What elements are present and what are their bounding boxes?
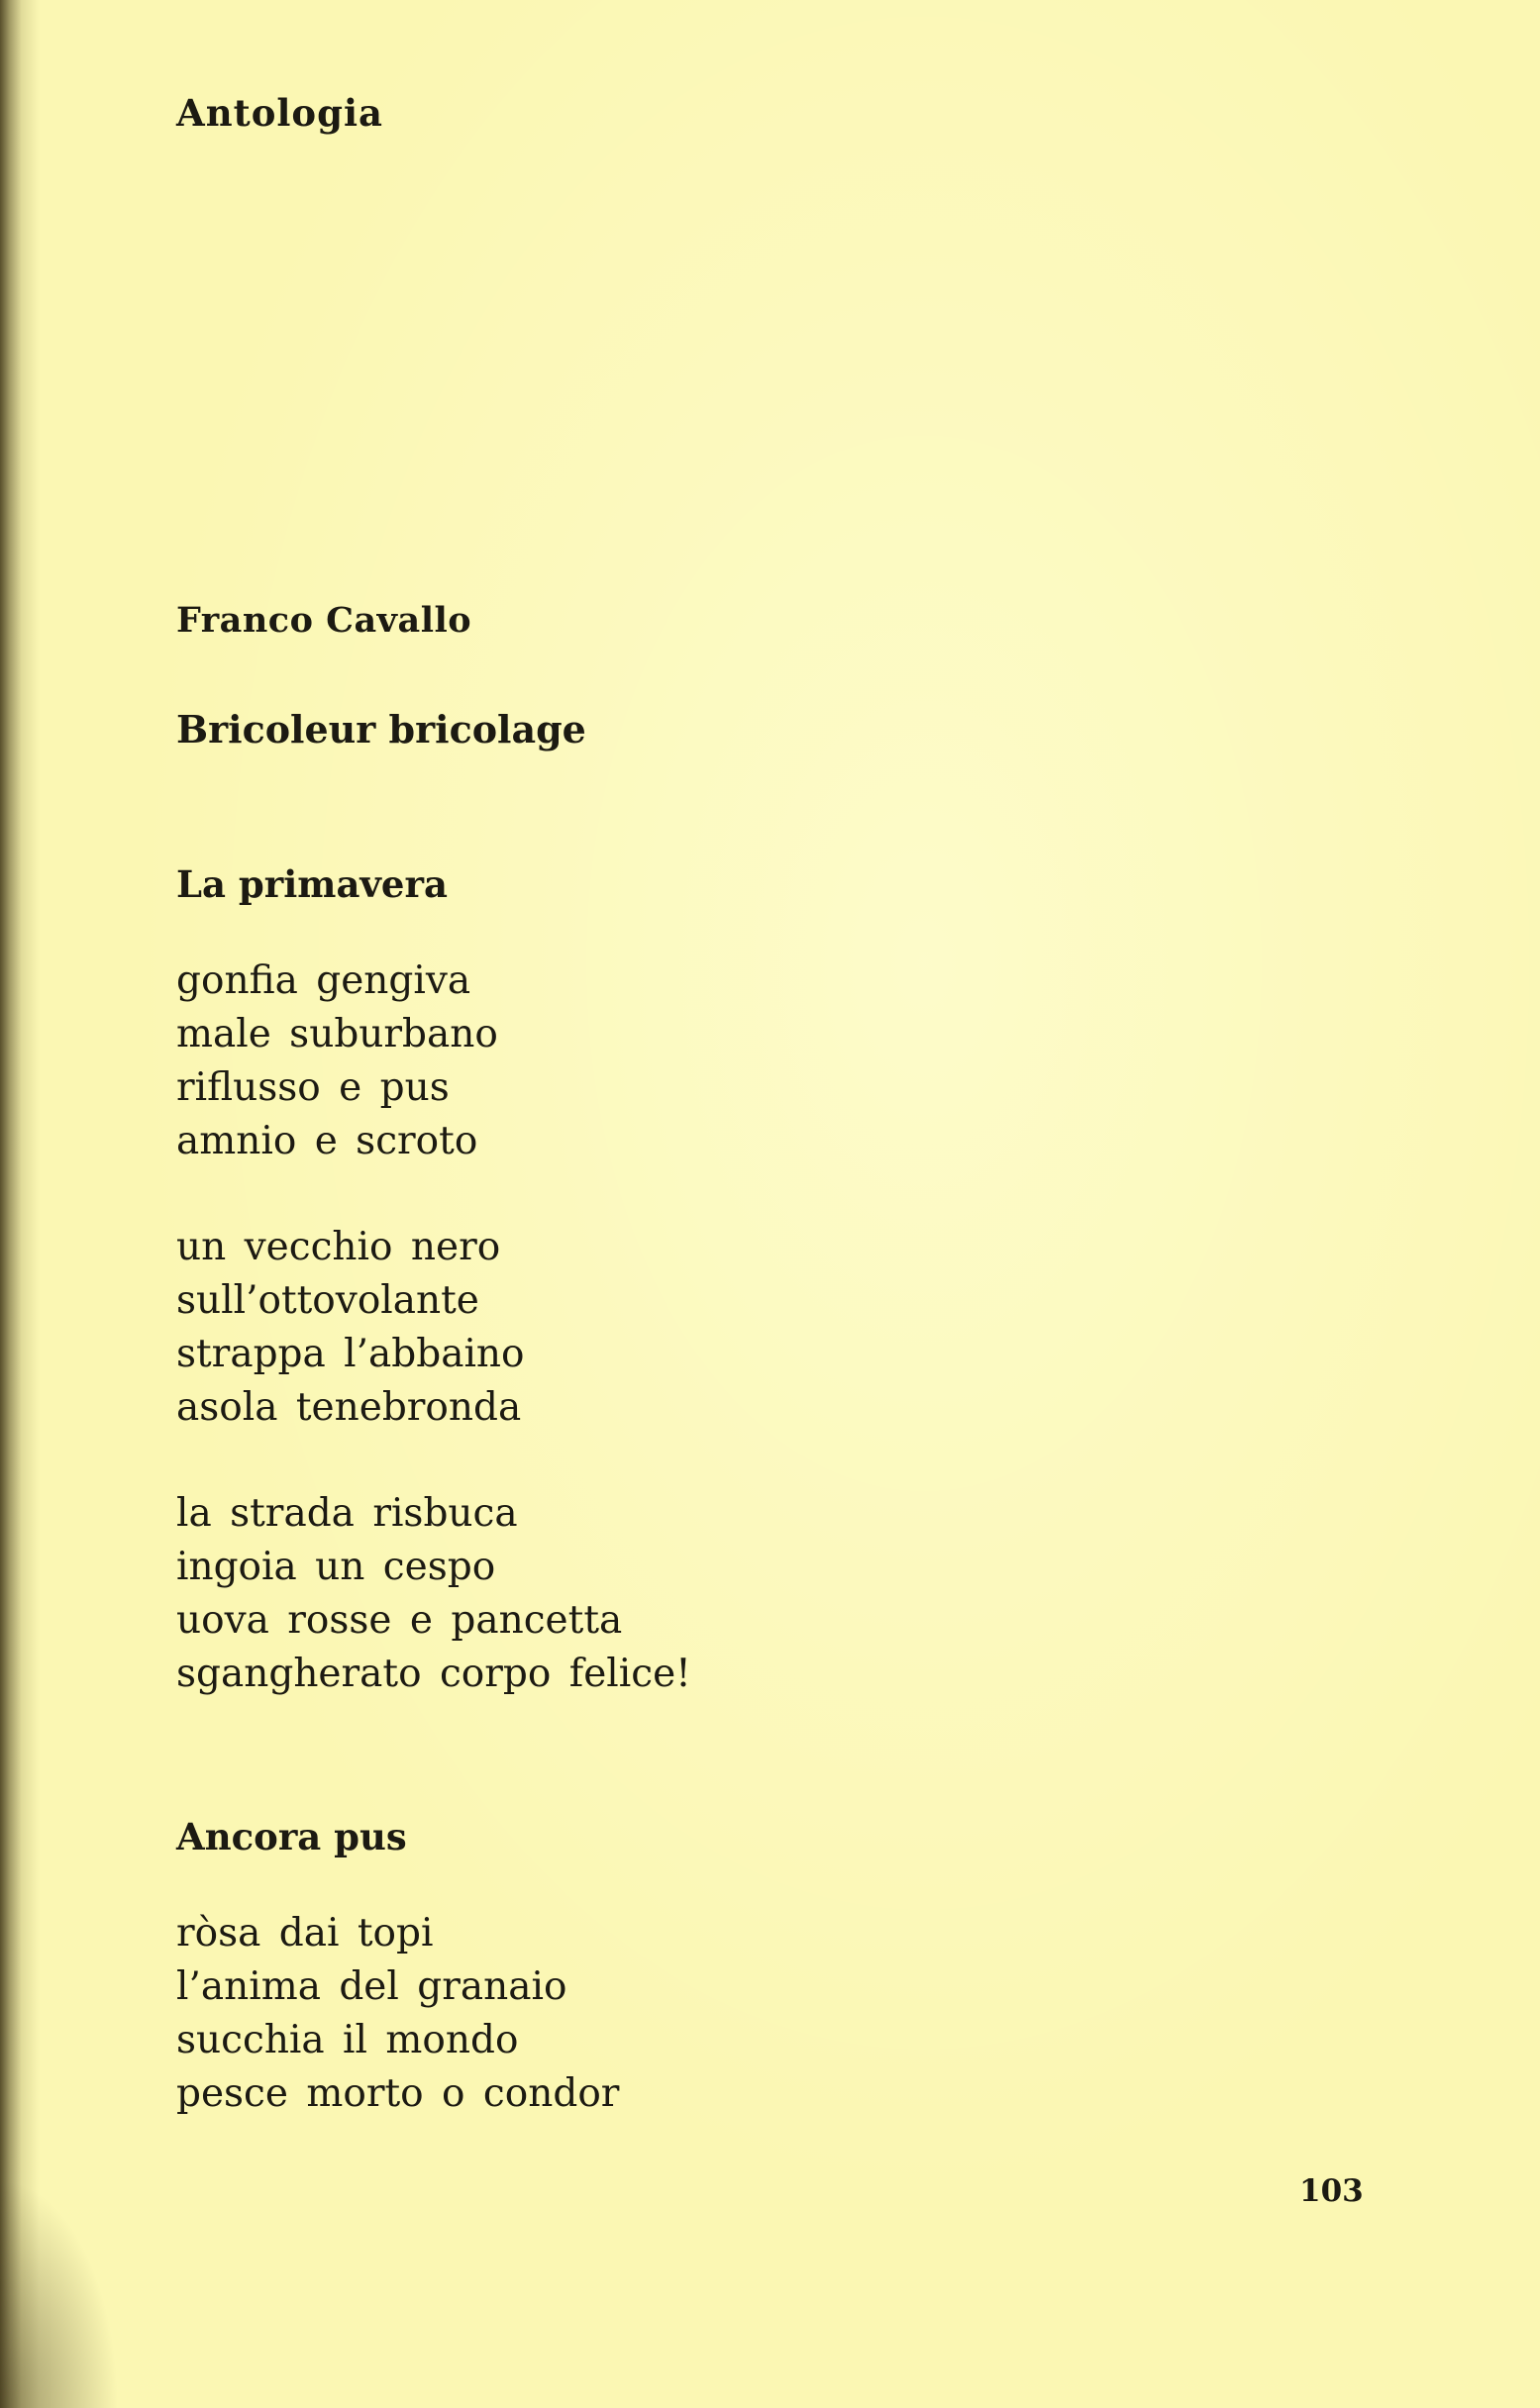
verse-line: pesce morto o condor <box>176 2071 620 2116</box>
verse-line: ingoia un cespo <box>176 1545 496 1589</box>
poem-title: Ancora pus <box>176 1815 407 1858</box>
verse-line: succhia il mondo <box>176 2018 519 2062</box>
work-title: Bricoleur bricolage <box>176 707 586 752</box>
page-number: 103 <box>1299 2173 1364 2209</box>
page-edge-shadow <box>0 2178 119 2408</box>
author-name: Franco Cavallo <box>176 600 472 641</box>
verse-line: riflusso e pus <box>176 1065 450 1110</box>
verse-line: uova rosse e pancetta <box>176 1598 623 1643</box>
stanza <box>176 1907 619 2121</box>
verse-line: ròsa dai topi <box>176 1911 434 1956</box>
verse-line: la strada risbuca <box>176 1491 518 1536</box>
verse-line: un vecchio nero <box>176 1225 501 1269</box>
poem-title: La primavera <box>176 862 448 906</box>
verse-line: l’anima del granaio <box>176 1964 567 2009</box>
stanza <box>176 954 691 1168</box>
stanza <box>176 1221 691 1435</box>
running-header: Antologia <box>176 91 384 135</box>
verse-line: strappa l’abbaino <box>176 1332 525 1376</box>
stanza <box>176 1487 691 1701</box>
verse-line: asola tenebronda <box>176 1385 522 1430</box>
verse-line: amnio e scroto <box>176 1119 478 1163</box>
verse-line: gonfia gengiva <box>176 958 471 1003</box>
verse-line: male suburbano <box>176 1012 498 1056</box>
verse-line: sgangherato corpo felice! <box>176 1652 691 1696</box>
poem-section <box>176 1812 619 2121</box>
poem-section <box>176 859 691 1701</box>
verse-line: sull’ottovolante <box>176 1278 479 1323</box>
